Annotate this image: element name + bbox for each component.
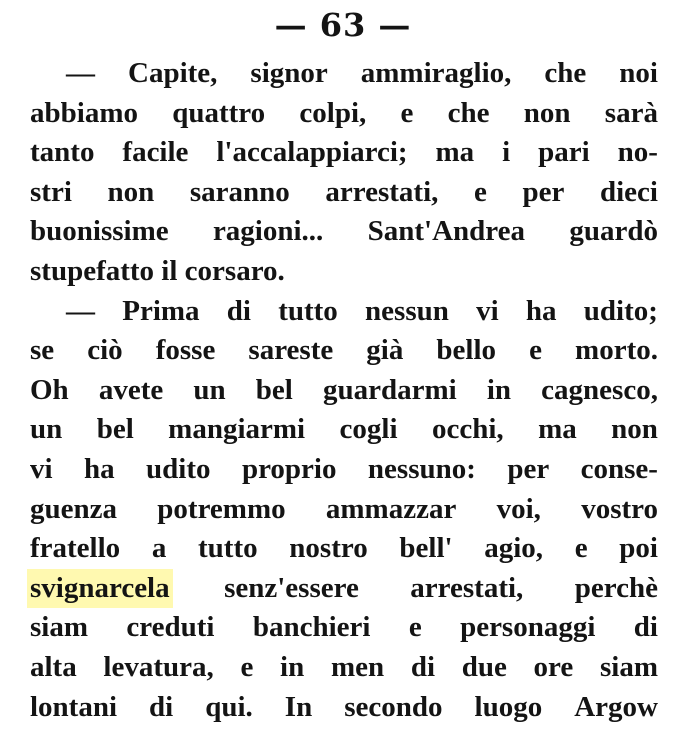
text-line	[30, 252, 658, 292]
text-line	[30, 94, 658, 134]
word: un	[30, 413, 63, 446]
word: nessuno:	[367, 452, 476, 485]
word: lontani	[30, 690, 118, 723]
word: guardò	[569, 215, 658, 248]
word: non	[523, 96, 571, 129]
word: nostro	[289, 532, 368, 565]
word: e	[408, 611, 422, 644]
text-line-highlighted	[30, 569, 658, 609]
word: bel	[96, 413, 134, 446]
text-line	[30, 54, 658, 94]
word: e	[529, 334, 542, 367]
word: due	[461, 650, 507, 683]
word: un	[193, 373, 226, 406]
word: di	[633, 611, 658, 644]
word: avete	[98, 373, 164, 406]
word: sarà	[604, 96, 658, 129]
word: —	[66, 294, 95, 327]
text-line	[30, 212, 658, 252]
word: in	[486, 373, 512, 406]
text-line	[30, 688, 658, 728]
word: mangiarmi	[168, 413, 306, 446]
word: di	[410, 650, 435, 683]
word: stri	[30, 175, 72, 208]
word: e	[240, 650, 254, 683]
text-line	[30, 292, 658, 332]
word: Capite,	[128, 57, 218, 89]
word: di	[149, 690, 174, 723]
word: vostro	[581, 492, 658, 525]
word: per	[507, 452, 550, 485]
word: ciò	[87, 334, 123, 367]
word: ha	[525, 294, 557, 327]
word: —	[66, 57, 95, 89]
word: saranno	[189, 175, 290, 208]
text-line	[30, 608, 658, 648]
word: agio,	[484, 532, 544, 565]
word: già	[366, 334, 404, 367]
word: fosse	[155, 334, 216, 367]
word: a	[151, 532, 167, 565]
word: alta	[30, 650, 77, 683]
word: cogli	[339, 413, 398, 446]
word: tutto	[278, 294, 338, 327]
word: no-	[617, 136, 658, 169]
word: che	[544, 57, 587, 89]
word: udito;	[583, 294, 658, 327]
word: sareste	[248, 334, 334, 367]
word: ammiraglio,	[360, 57, 512, 89]
word: ma	[435, 136, 475, 169]
word: fratello	[30, 532, 121, 565]
word: dieci	[599, 175, 658, 208]
text-line	[30, 410, 658, 450]
text-line	[30, 648, 658, 688]
highlighted-word: svignarcela	[27, 569, 173, 609]
word: e	[574, 532, 588, 565]
word: noi	[619, 57, 658, 89]
word: il	[161, 254, 185, 287]
word: ha	[83, 452, 115, 485]
word: potremmo	[157, 492, 286, 525]
word: non	[611, 413, 658, 446]
word: arrestati,	[325, 175, 439, 208]
word: facile	[122, 136, 189, 169]
word: ma	[538, 413, 577, 446]
word: banchieri	[252, 611, 371, 644]
word: personaggi	[460, 611, 596, 644]
word: Prima	[122, 294, 200, 327]
word: bel	[255, 373, 293, 406]
word: se	[30, 334, 55, 367]
word: tutto	[198, 532, 258, 565]
text-line	[30, 450, 658, 490]
word: senz'essere	[224, 571, 359, 604]
word: qui.	[205, 690, 253, 723]
word: in	[280, 650, 305, 683]
word: occhi,	[431, 413, 504, 446]
word: per	[522, 175, 565, 208]
word: bell'	[399, 532, 453, 565]
word: colpi,	[299, 96, 367, 129]
word: siam	[30, 611, 88, 644]
word: luogo	[474, 690, 543, 723]
word: ragioni...	[212, 215, 324, 248]
word: corsaro.	[184, 254, 285, 287]
word: e	[474, 175, 487, 208]
word: voi,	[496, 492, 541, 525]
page-number: — 63 —	[274, 6, 412, 44]
word: creduti	[126, 611, 215, 644]
word: bello	[436, 334, 497, 367]
text-line	[30, 529, 658, 569]
word: e	[400, 96, 414, 129]
word: che	[447, 96, 490, 129]
word: perchè	[574, 571, 658, 604]
word: Argow	[574, 690, 658, 723]
text-line	[30, 371, 658, 411]
word: signor	[250, 57, 328, 89]
word: stupefatto	[30, 254, 162, 287]
word: In	[284, 690, 313, 723]
word: di	[226, 294, 251, 327]
word: buonissime	[30, 215, 169, 248]
word: men	[330, 650, 385, 683]
word: levatura,	[103, 650, 214, 683]
text-line	[30, 133, 658, 173]
word: guardarmi	[322, 373, 457, 406]
word: proprio	[241, 452, 337, 485]
word: arrestati,	[410, 571, 524, 604]
word: tanto	[30, 136, 95, 169]
text-line	[30, 490, 658, 530]
word: conse-	[580, 452, 658, 485]
word: ammazzar	[325, 492, 457, 525]
word: udito	[146, 452, 211, 485]
word: siam	[599, 650, 658, 683]
word: poi	[619, 532, 658, 565]
text-line	[30, 331, 658, 371]
word: Oh	[30, 373, 69, 406]
text-line	[30, 173, 658, 213]
word: l'accalappiarci;	[216, 136, 408, 169]
word: ore	[533, 650, 574, 683]
word: Sant'Andrea	[367, 215, 526, 248]
word: vi	[30, 452, 53, 485]
word: i	[502, 136, 511, 169]
word: vi	[476, 294, 499, 327]
word: abbiamo	[30, 96, 138, 129]
word: nessun	[365, 294, 449, 327]
word: non	[107, 175, 155, 208]
word: pari	[538, 136, 590, 169]
word: cagnesco,	[541, 373, 658, 406]
word: guenza	[30, 492, 117, 525]
body-text	[30, 54, 658, 727]
word: quattro	[172, 96, 266, 129]
word: morto.	[575, 334, 658, 367]
word: secondo	[344, 690, 443, 723]
